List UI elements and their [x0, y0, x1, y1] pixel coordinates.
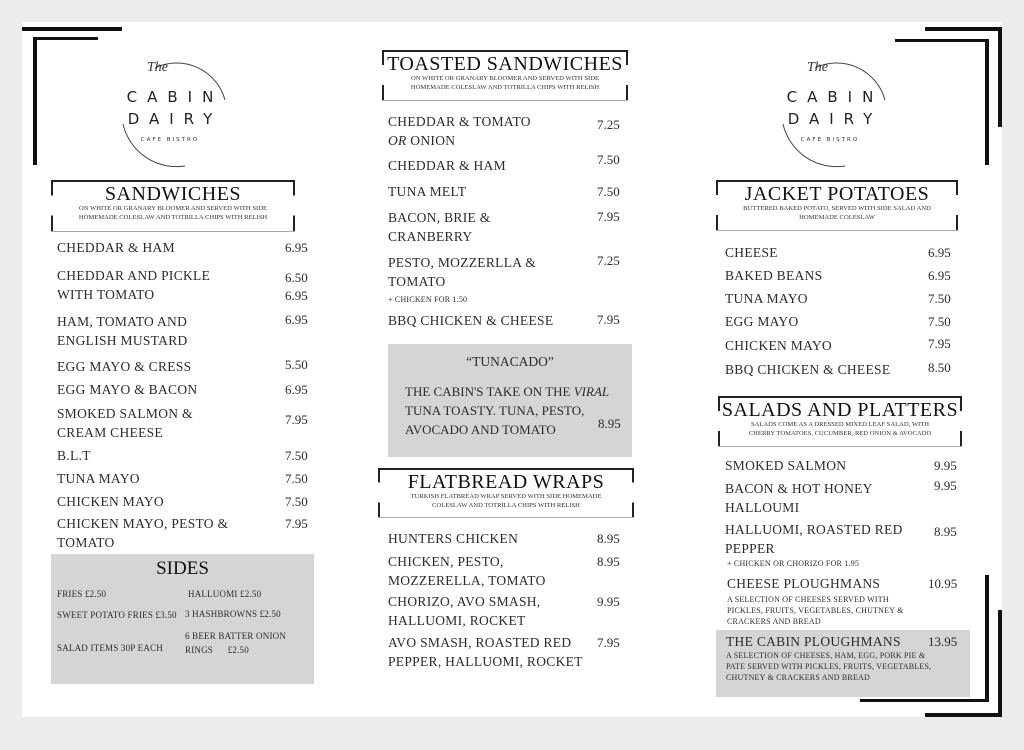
item-name: EGG MAYO — [725, 314, 799, 329]
item-price: 7.25 — [597, 253, 620, 268]
item-name: THE CABIN PLOUGHMANS — [726, 634, 901, 649]
logo-line3: CAFE BISTRO — [140, 137, 200, 143]
cabin-dairy-logo — [105, 48, 235, 168]
item-note: + CHICKEN FOR 1.50 — [388, 295, 468, 304]
wraps-header — [378, 468, 634, 518]
item-price: 6.95 — [285, 312, 308, 327]
item-price: 7.50 — [285, 494, 308, 509]
logo-line3: CAFE BISTRO — [800, 137, 860, 143]
tunacado-title: “TUNACADO” — [466, 354, 554, 369]
item-name: CHEDDAR & HAM — [57, 240, 175, 255]
cabin-dairy-logo — [765, 48, 895, 168]
section-subtitle: ON WHITE OR GRANARY BLOOMER AND SERVED WITH SIDE — [78, 205, 267, 212]
side-item: FRIES £2.50 — [57, 589, 107, 599]
tunacado-text: THE CABIN'S TAKE ON THE — [405, 384, 571, 399]
item-price: 6.50 — [285, 270, 308, 285]
item-name: AVO SMASH, ROASTED RED PEPPER, HALLUOMI, ROCKET — [388, 635, 583, 669]
logo-line2: DAIRY — [127, 110, 223, 128]
side-item: 6 BEER BATTER ONION RINGS £2.50 — [185, 631, 289, 655]
item-name: PESTO, MOZZERLLA & TOMATO — [388, 255, 537, 289]
corner-decoration — [860, 699, 989, 702]
item-or: OR — [388, 133, 407, 148]
item-price: 7.50 — [597, 152, 620, 167]
corner-decoration — [985, 39, 989, 165]
item-price: 9.95 — [934, 478, 957, 493]
item-name: BBQ CHICKEN & CHEESE — [725, 362, 891, 377]
item-price: 10.95 — [928, 576, 958, 591]
jacket-header — [716, 180, 958, 231]
section-title: JACKET POTATOES — [744, 183, 930, 205]
corner-decoration — [33, 37, 37, 165]
item-name — [388, 112, 568, 150]
logo-the: The — [807, 60, 828, 75]
item-name: TUNA MELT — [388, 184, 467, 199]
item-price: 9.95 — [597, 594, 620, 609]
item-price: 13.95 — [928, 634, 958, 649]
item-name: CHICKEN MAYO, PESTO & TOMATO — [57, 516, 229, 550]
corner-decoration — [33, 37, 98, 40]
sides-box — [51, 554, 314, 684]
item-name: HAM, TOMATO AND ENGLISH MUSTARD — [57, 314, 188, 348]
item-price: 7.25 — [597, 117, 620, 132]
item-description: A SELECTION OF CHEESES SERVED WITH PICKLES, FRUITS, VEGETABLES, CHUTNEY & CRACKERS AND BREAD — [727, 595, 904, 626]
salads-header — [718, 396, 962, 447]
item-name: BACON, BRIE & CRANBERRY — [388, 210, 491, 244]
section-subtitle: TURKISH FLATBREAD WRAP SERVED WITH SIDE HOMEMADE — [410, 493, 602, 500]
item-name: TUNA MAYO — [57, 471, 140, 486]
sandwiches-header — [51, 180, 295, 232]
item-price: 7.50 — [928, 314, 951, 329]
item-name: EGG MAYO & CRESS — [57, 359, 192, 374]
section-subtitle: HOMEMADE COLESLAW AND TOTRILLA CHIPS WITH RELISH — [410, 83, 600, 91]
item-name: SMOKED SALMON — [725, 458, 847, 473]
item-name: B.L.T — [57, 448, 91, 463]
item-price: 5.50 — [285, 357, 308, 372]
side-item: 3 HASHBROWNS £2.50 — [185, 609, 281, 619]
item-price: 8.50 — [928, 360, 951, 375]
section-title: FLATBREAD WRAPS — [407, 471, 605, 493]
corner-decoration — [985, 575, 989, 701]
item-name: HUNTERS CHICKEN — [388, 531, 519, 546]
item-name: BACON & HOT HONEY HALLOUMI — [725, 481, 873, 515]
item-name: CHICKEN MAYO — [57, 494, 164, 509]
section-subtitle: HOMEMADE COLESLAW — [799, 213, 875, 221]
item-name-part: CHEDDAR & TOMATO — [388, 114, 531, 129]
item-name: CHEDDAR & HAM — [388, 158, 506, 173]
tunacado-viral: VIRAL — [573, 384, 610, 399]
item-price: 8.95 — [597, 531, 620, 546]
item-name: BAKED BEANS — [725, 268, 823, 283]
section-subtitle: ON WHITE OR GRANARY BLOOMER AND SERVED WITH SIDE — [410, 75, 599, 82]
corner-decoration — [22, 27, 122, 31]
sides-title: SIDES — [156, 558, 209, 579]
tunacado-text: TUNA TOASTY. TUNA, PESTO, AVOCADO AND TOMATO — [405, 403, 585, 437]
logo-line1: CABIN — [786, 88, 884, 106]
item-price: 7.95 — [285, 516, 308, 531]
item-price: 7.50 — [285, 471, 308, 486]
item-name: TUNA MAYO — [725, 291, 808, 306]
side-item: SWEET POTATO FRIES £3.50 — [57, 610, 177, 620]
section-title: SALADS AND PLATTERS — [721, 399, 959, 421]
item-price: 6.95 — [285, 288, 308, 303]
item-price: 7.95 — [597, 312, 620, 327]
corner-decoration — [998, 610, 1002, 717]
logo-line2: DAIRY — [787, 110, 883, 128]
corner-decoration — [998, 27, 1002, 127]
item-price: 6.95 — [928, 268, 951, 283]
item-name: HALLUOMI, ROASTED RED PEPPER — [725, 522, 903, 556]
item-price: 8.95 — [934, 524, 957, 539]
item-name: BBQ CHICKEN & CHEESE — [388, 313, 554, 328]
item-price: 7.95 — [597, 635, 620, 650]
item-description: A SELECTION OF CHEESES, HAM, EGG, PORK PIE & PATE SERVED WITH PICKLES, FRUITS, VEGETABLES, CHUTNEY & CRACKERS AND BREAD — [726, 651, 932, 682]
item-name: CHICKEN MAYO — [725, 338, 832, 353]
corner-decoration — [925, 713, 1002, 717]
item-name: CHICKEN, PESTO, MOZZERELLA, TOMATO — [388, 554, 546, 588]
section-subtitle: SALADS COME AS A DRESSED MIXED LEAF SALAD, WITH — [750, 421, 930, 428]
toasted-header — [382, 50, 628, 101]
item-name: CHORIZO, AVO SMASH, HALLUOMI, ROCKET — [388, 594, 541, 628]
item-price: 7.95 — [928, 336, 951, 351]
item-price: 7.50 — [597, 184, 620, 199]
logo-line1: CABIN — [126, 88, 224, 106]
section-subtitle: HOMEMADE COLESLAW AND TOTRILLA CHIPS WITH RELISH — [78, 213, 268, 221]
item-price: 6.95 — [928, 245, 951, 260]
section-subtitle: CHERRY TOMATOES, CUCUMBER, RED ONION & AVOCADO — [748, 429, 932, 437]
item-name: SMOKED SALMON & CREAM CHEESE — [57, 406, 193, 440]
item-name: CHEESE PLOUGHMANS — [727, 576, 881, 591]
tunacado-box — [388, 344, 632, 457]
item-name: EGG MAYO & BACON — [57, 382, 198, 397]
item-price: 9.95 — [934, 458, 957, 473]
item-name: CHEDDAR AND PICKLE WITH TOMATO — [57, 268, 211, 302]
item-note: + CHICKEN OR CHORIZO FOR 1.95 — [727, 559, 860, 568]
item-price: 7.50 — [928, 291, 951, 306]
side-item: HALLUOMI £2.50 — [188, 589, 262, 599]
section-subtitle: BUTTERED BAKED POTATO, SERVED WITH SIDE SALAD AND — [743, 205, 931, 212]
corner-decoration — [925, 27, 1002, 31]
item-price: 8.95 — [598, 416, 621, 431]
section-title: SANDWICHES — [104, 183, 242, 205]
section-subtitle: COLESLAW AND TOTRILLA CHIPS WITH RELISH — [432, 501, 580, 509]
side-item: SALAD ITEMS 30P EACH — [57, 643, 163, 653]
item-price: 7.50 — [285, 448, 308, 463]
item-name-part: ONION — [410, 133, 456, 148]
item-price: 6.95 — [285, 382, 308, 397]
item-name: CHEESE — [725, 245, 778, 260]
logo-the: The — [147, 60, 168, 75]
item-price: 8.95 — [597, 554, 620, 569]
item-price: 6.95 — [285, 240, 308, 255]
corner-decoration — [895, 39, 988, 42]
section-title: TOASTED SANDWICHES — [387, 53, 623, 75]
cabin-ploughmans-box — [716, 630, 970, 697]
item-price: 7.95 — [285, 412, 308, 427]
item-price: 7.95 — [597, 209, 620, 224]
